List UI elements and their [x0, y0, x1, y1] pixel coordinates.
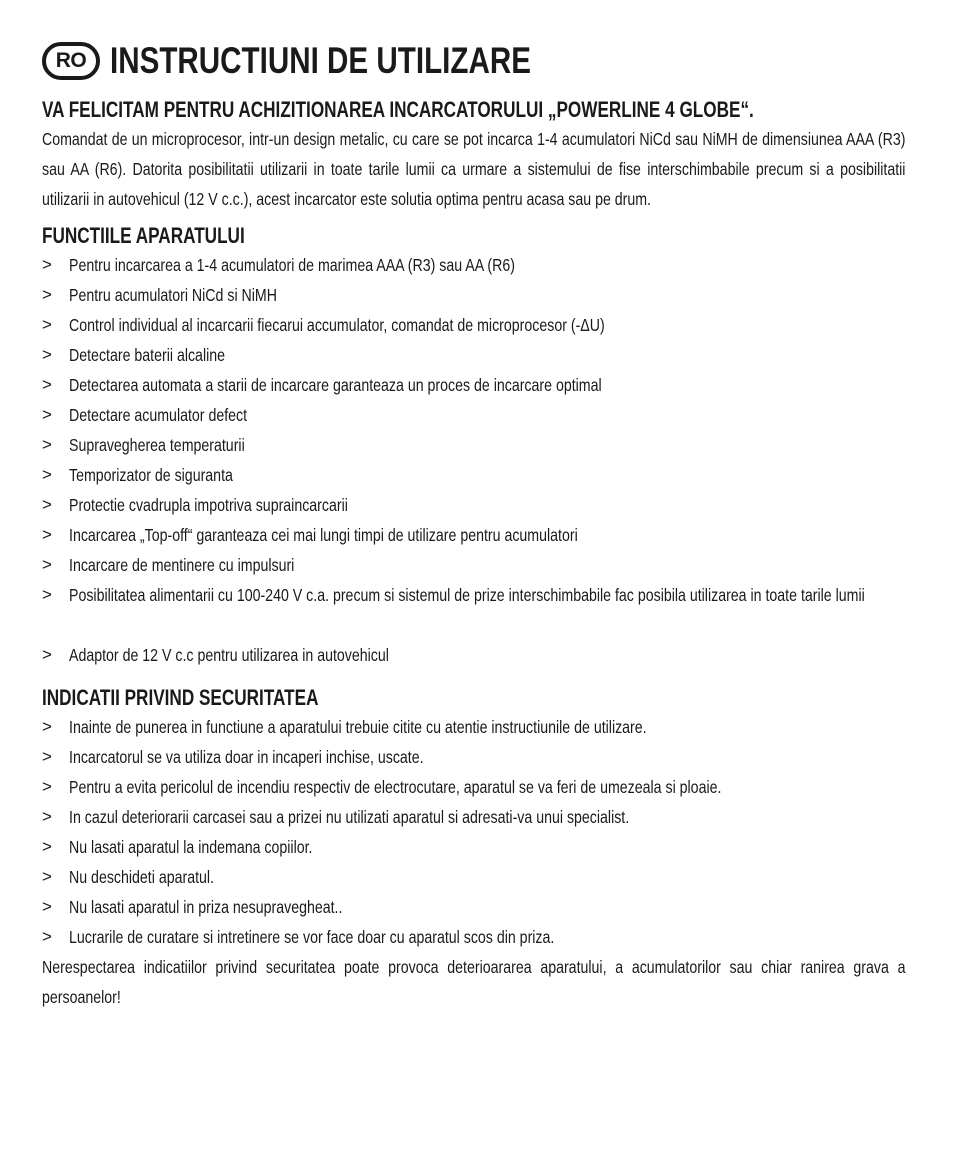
list-item-text: Detectare baterii alcaline: [69, 345, 226, 365]
list-item-text: Temporizator de siguranta: [69, 465, 233, 485]
bullet-marker: >: [42, 495, 52, 514]
list-item: [42, 460, 912, 490]
functions-heading: FUNCTIILE APARATULUI: [42, 223, 245, 248]
list-item-text: Pentru acumulatori NiCd si NiMH: [69, 285, 277, 305]
list-item: [42, 250, 912, 280]
intro-heading: VA FELICITAM PENTRU ACHIZITIONAREA INCARCATORULUI „POWERLINE 4 GLOBE“.: [42, 97, 754, 122]
list-item: [42, 580, 912, 640]
list-item-text: Nu deschideti aparatul.: [69, 867, 214, 887]
list-item-text: Supravegherea temperaturii: [69, 435, 245, 455]
list-item-text: Detectarea automata a starii de incarcare garanteaza un proces de incarcare optimal: [69, 375, 602, 395]
list-item-text: Protectie cvadrupla impotriva supraincarcarii: [69, 495, 348, 515]
title-row: [42, 36, 912, 86]
bullet-marker: >: [42, 285, 52, 304]
list-item-text: Pentru incarcarea a 1-4 acumulatori de marimea AAA (R3) sau AA (R6): [69, 255, 515, 275]
list-item: [42, 310, 912, 340]
list-item: [42, 280, 912, 310]
bullet-marker: >: [42, 465, 52, 484]
list-item-text: In cazul deteriorarii carcasei sau a prizei nu utilizati aparatul si adresati-va unui specialist.: [69, 807, 630, 827]
list-item-text: Pentru a evita pericolul de incendiu respectiv de electrocutare, aparatul se va feri de umezeala si ploaie.: [69, 777, 722, 797]
list-item: [42, 370, 912, 400]
safety-section: [42, 684, 912, 1012]
list-item: [42, 922, 912, 952]
bullet-marker: >: [42, 717, 52, 736]
functions-section: [42, 222, 912, 670]
list-item-text: Control individual al incarcarii fiecarui accumulator, comandat de microprocesor (-ΔU): [69, 315, 605, 335]
list-item: [42, 640, 912, 670]
list-item: [42, 712, 912, 742]
list-item-text: Incarcare de mentinere cu impulsuri: [69, 555, 295, 575]
bullet-marker: >: [42, 345, 52, 364]
language-badge: RO: [42, 42, 100, 80]
list-item: [42, 772, 912, 802]
page-title: INSTRUCTIUNI DE UTILIZARE: [110, 40, 531, 81]
bullet-marker: >: [42, 435, 52, 454]
list-item-text: Detectare acumulator defect: [69, 405, 248, 425]
safety-heading: INDICATII PRIVIND SECURITATEA: [42, 685, 319, 710]
list-item: [42, 400, 912, 430]
list-item-text: Incarcatorul se va utiliza doar in incaperi inchise, uscate.: [69, 747, 424, 767]
bullet-marker: >: [42, 867, 52, 886]
bullet-marker: >: [42, 585, 52, 604]
intro-paragraph: Comandat de un microprocesor, intr-un design metalic, cu care se pot incarca 1-4 acumulatori NiCd sau NiMH de dimensiunea AAA (R3) sau AA (R6). Datorita posibilitatii utilizarii in toate tarile lumii ca urmare a sistemului de fise interschimbabile precum si a posibilitatii utilizarii in autovehicul (12 V c.c.), acest incarcator este solutia optima pentru acasa sau pe drum.: [42, 129, 906, 209]
bullet-marker: >: [42, 807, 52, 826]
bullet-marker: >: [42, 837, 52, 856]
list-item: [42, 832, 912, 862]
list-item: [42, 340, 912, 370]
safety-list: [42, 712, 912, 952]
bullet-marker: >: [42, 375, 52, 394]
list-item: [42, 802, 912, 832]
bullet-marker: >: [42, 645, 52, 664]
bullet-marker: >: [42, 525, 52, 544]
bullet-marker: >: [42, 315, 52, 334]
bullet-marker: >: [42, 555, 52, 574]
intro-section: [42, 96, 912, 214]
list-item: [42, 862, 912, 892]
bullet-marker: >: [42, 777, 52, 796]
list-item: [42, 430, 912, 460]
list-item: [42, 892, 912, 922]
list-item-text: Inainte de punerea in functiune a aparatului trebuie citite cu atentie instructiunile de utilizare.: [69, 717, 647, 737]
list-item-text: Lucrarile de curatare si intretinere se vor face doar cu aparatul scos din priza.: [69, 927, 555, 947]
list-item: [42, 550, 912, 580]
bullet-marker: >: [42, 927, 52, 946]
bullet-marker: >: [42, 405, 52, 424]
list-item: [42, 742, 912, 772]
list-item-text: Incarcarea „Top-off“ garanteaza cei mai lungi timpi de utilizare pentru acumulatori: [69, 525, 578, 545]
bullet-marker: >: [42, 747, 52, 766]
bullet-marker: >: [42, 255, 52, 274]
list-item-text: Posibilitatea alimentarii cu 100-240 V c.a. precum si sistemul de prize interschimbabile fac posibila utilizarea in toate tarile lumii: [69, 585, 865, 605]
safety-closing-note: Nerespectarea indicatiilor privind securitatea poate provoca deterioararea aparatului, a acumulatorilor sau chiar ranirea grava a persoanelor!: [42, 957, 906, 1007]
functions-list: [42, 250, 912, 670]
bullet-marker: >: [42, 897, 52, 916]
list-item-text: Adaptor de 12 V c.c pentru utilizarea in autovehicul: [69, 645, 389, 665]
list-item-text: Nu lasati aparatul in priza nesupravegheat..: [69, 897, 343, 917]
list-item: [42, 520, 912, 550]
list-item: [42, 490, 912, 520]
list-item-text: Nu lasati aparatul la indemana copiilor.: [69, 837, 313, 857]
